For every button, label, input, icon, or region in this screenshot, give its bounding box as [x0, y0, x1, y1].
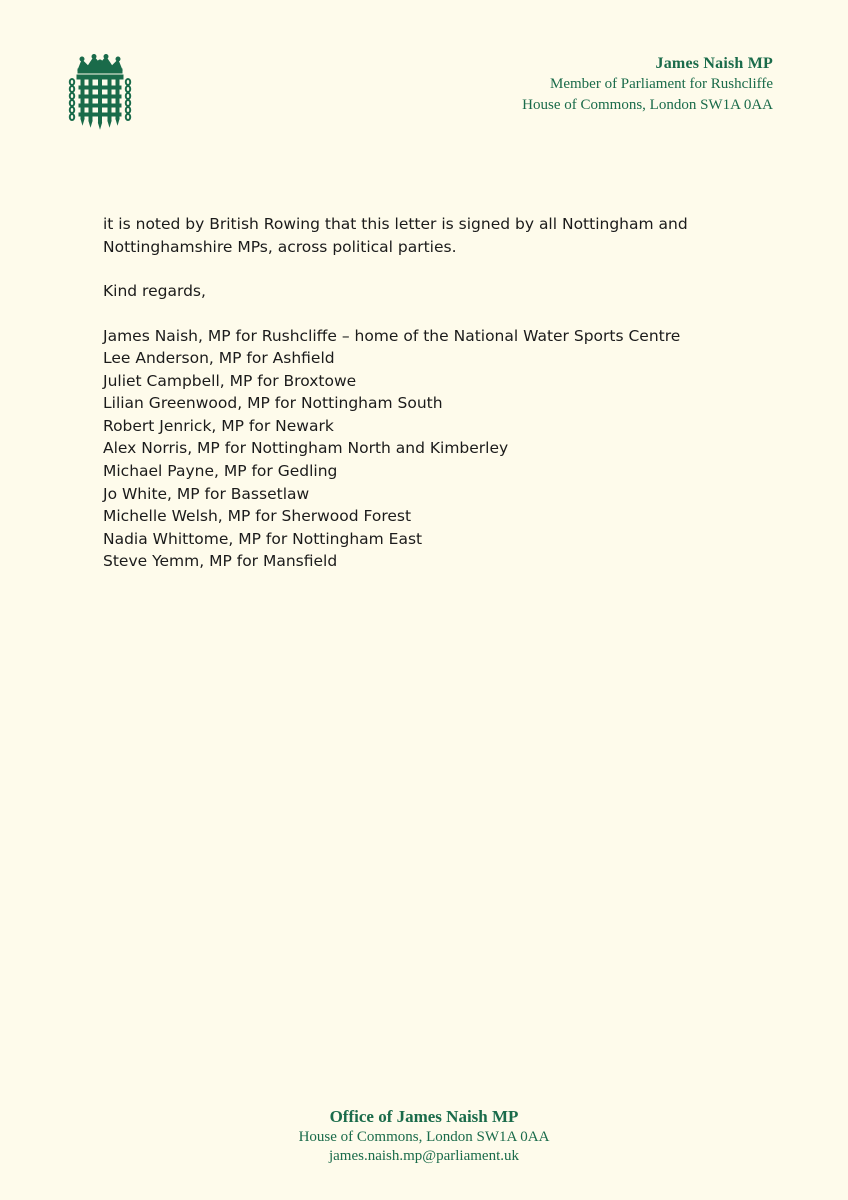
letterhead: [522, 54, 773, 116]
body-paragraph: it is noted by British Rowing that this letter is signed by all Nottingham and Nottinghamshire MPs, across political parties.: [103, 215, 688, 256]
signatory: Robert Jenrick, MP for Newark: [103, 416, 334, 435]
signatory-list: [103, 325, 743, 574]
signatory: Lee Anderson, MP for Ashfield: [103, 349, 335, 368]
mp-name: James Naish MP: [655, 55, 773, 72]
closing-salutation: Kind regards,: [103, 282, 206, 300]
mp-address: House of Commons, London SW1A 0AA: [522, 97, 773, 113]
portcullis-icon: [68, 54, 132, 130]
signatory: Jo White, MP for Bassetlaw: [103, 484, 310, 503]
signatory: Michelle Welsh, MP for Sherwood Forest: [103, 507, 412, 526]
footer: [0, 1106, 848, 1166]
signatory: Juliet Campbell, MP for Broxtowe: [103, 371, 357, 390]
footer-office: Office of James Naish MP: [329, 1107, 519, 1126]
footer-email: james.naish.mp@parliament.uk: [328, 1148, 520, 1164]
signatory: James Naish, MP for Rushcliffe – home of the National Water Sports Centre: [103, 326, 681, 345]
signatory: Lilian Greenwood, MP for Nottingham South: [103, 394, 443, 413]
letter-body: [103, 213, 743, 573]
signatory: Alex Norris, MP for Nottingham North and Kimberley: [103, 439, 509, 458]
signatory: Nadia Whittome, MP for Nottingham East: [103, 529, 423, 548]
signatory: Michael Payne, MP for Gedling: [103, 462, 338, 481]
mp-constituency: Member of Parliament for Rushcliffe: [550, 76, 773, 92]
footer-address: House of Commons, London SW1A 0AA: [298, 1129, 550, 1145]
signatory: Steve Yemm, MP for Mansfield: [103, 552, 338, 571]
